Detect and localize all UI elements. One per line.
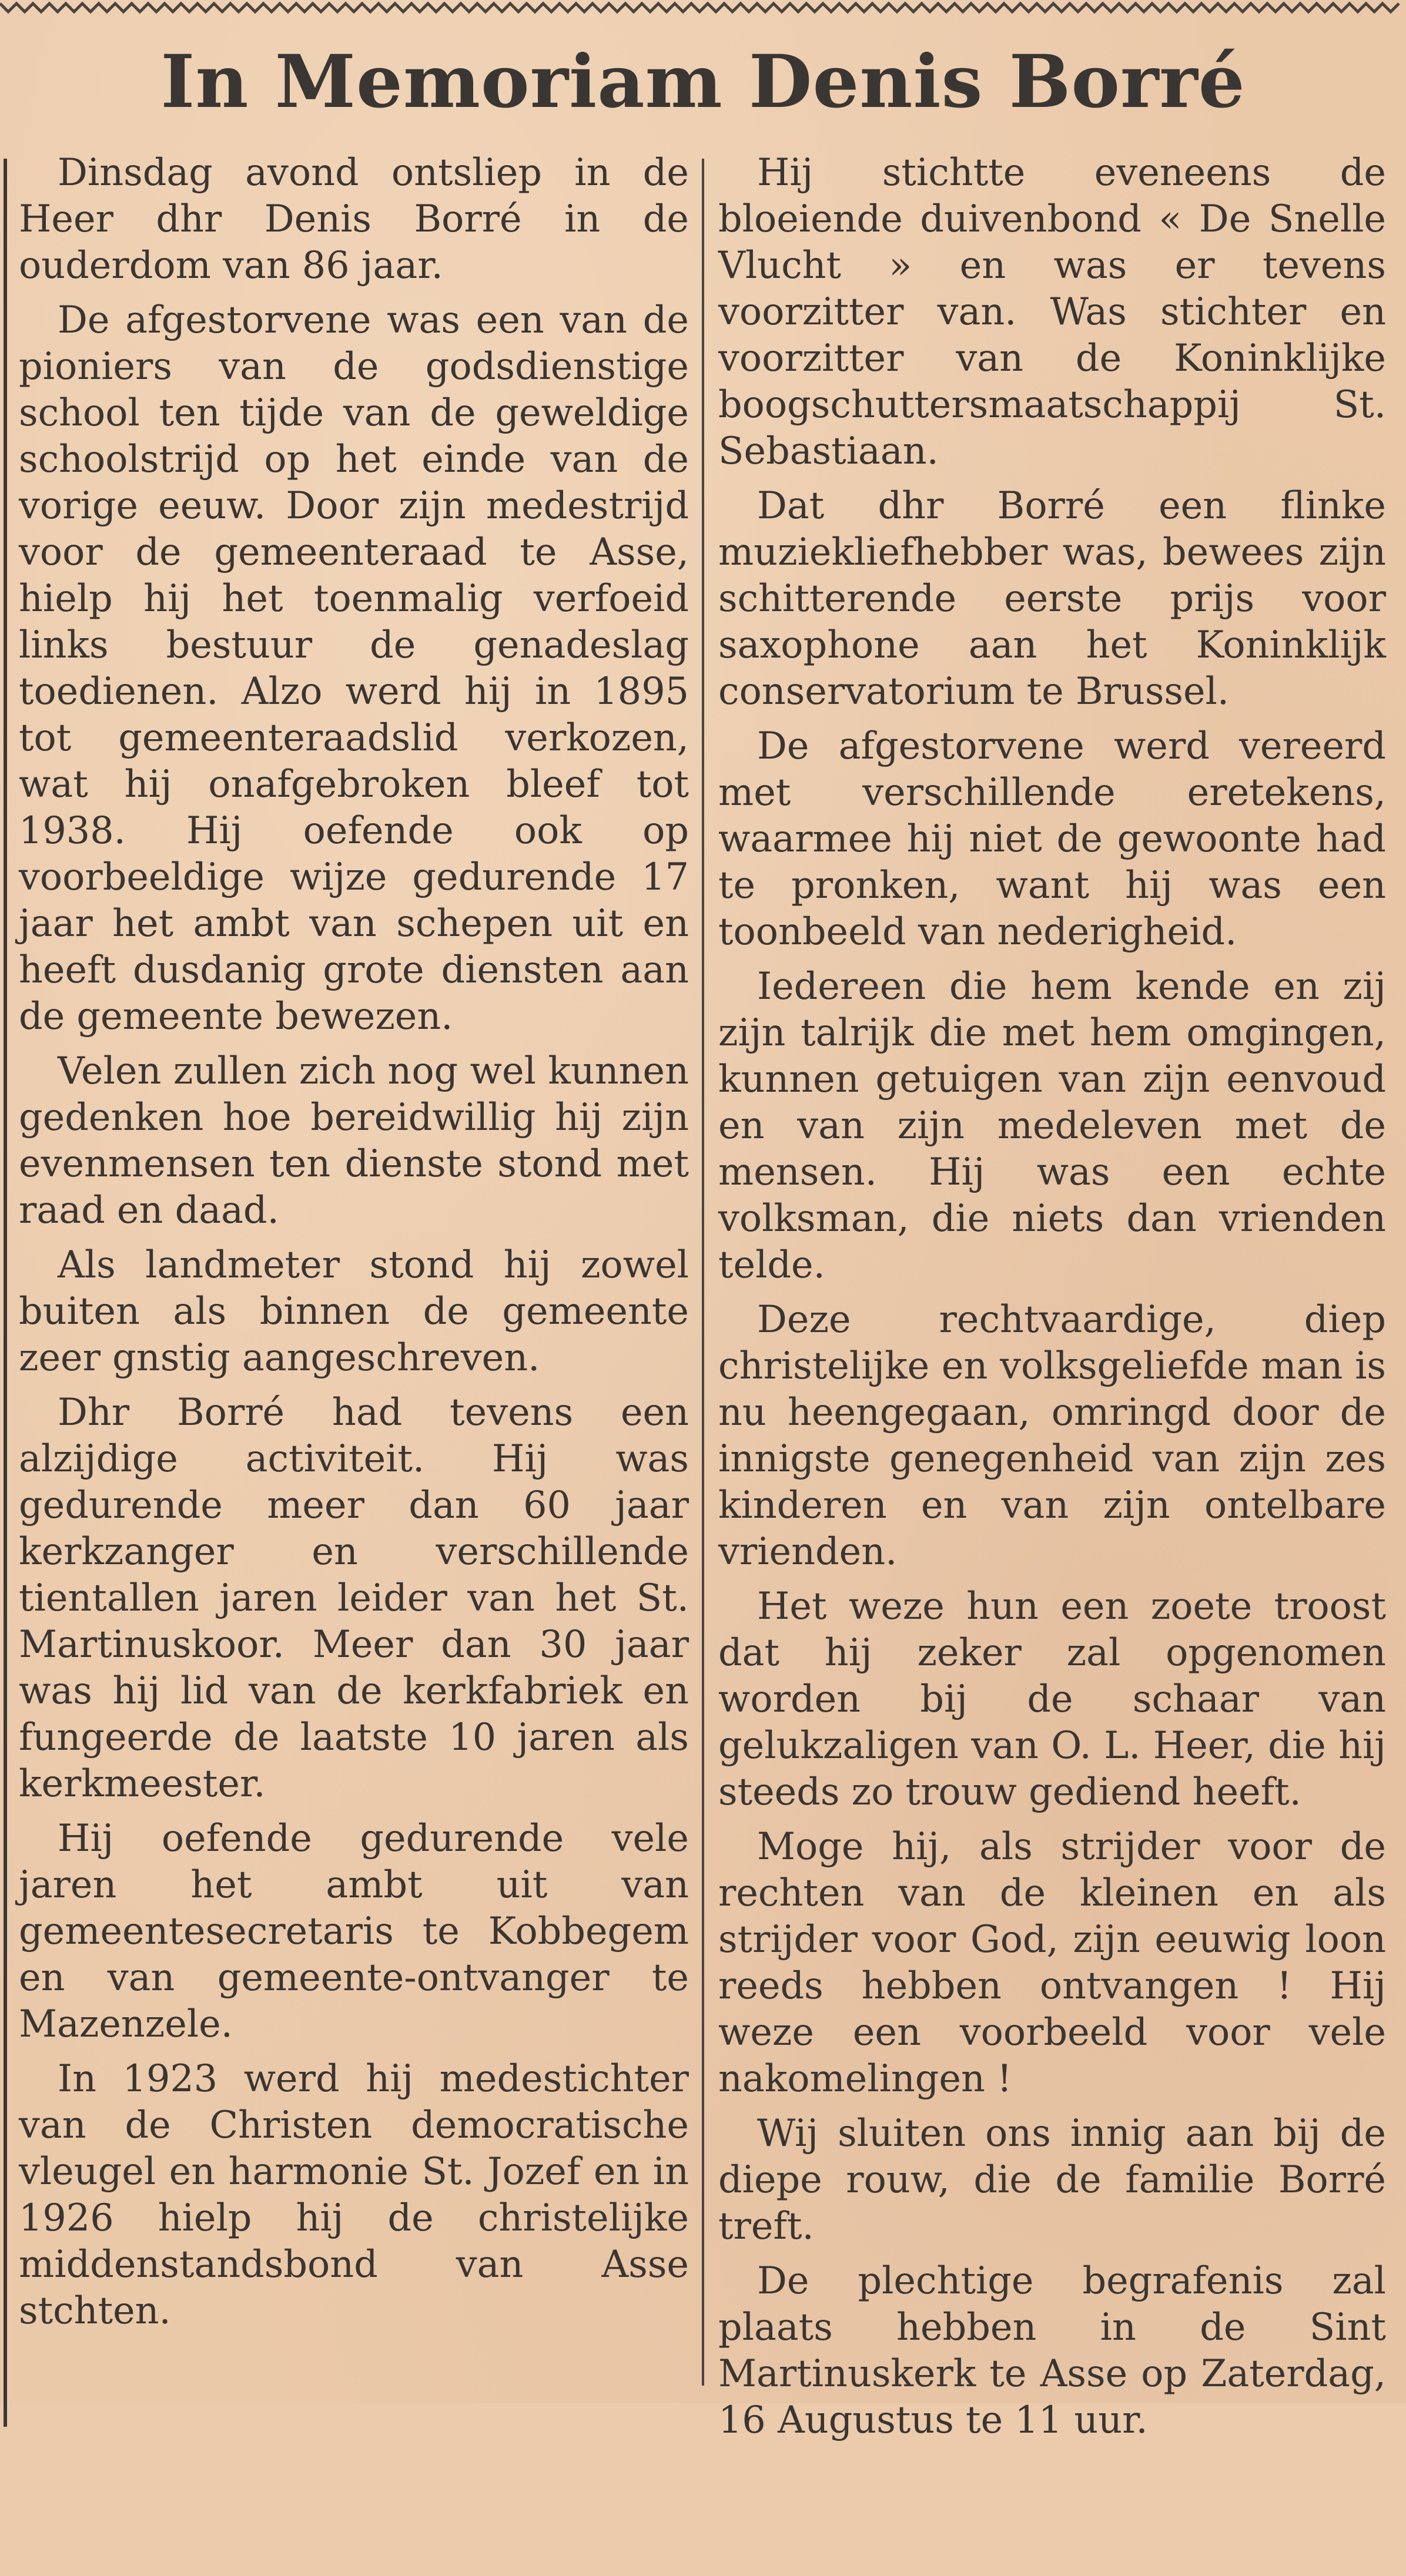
paragraph: Moge hij, als strijder voor de rechten van de kleinen en als strijder voor God, zijn eeuwig loon reeds hebben ontvangen ! Hij weze een voorbeeld voor vele nakomelingen ! [718, 1824, 1386, 2100]
paragraph: Velen zullen zich nog wel kunnen gedenken hoe bereidwillig hij zijn evenmensen ten dienste stond met raad en daad. [19, 1049, 689, 1232]
paragraph: De plechtige begrafenis zal plaats hebben in de Sint Martinuskerk te Asse op Zaterdag, 16 Augustus te 11 uur. [718, 2259, 1386, 2441]
paragraph: In 1923 werd hij medestichter van de Christen democratische vleugel en harmonie St. Jozef en in 1926 hielp hij de christelijke middenstandsbond van Asse stchten. [19, 2057, 689, 2332]
paragraph: Dhr Borré had tevens een alzijdige activiteit. Hij was gedurende meer dan 60 jaar kerkzanger en verschillende tientallen jaren leider van het St. Martinuskoor. Meer dan 30 jaar was hij lid van de kerkfabriek en fungeerde de laatste 10 jaren als kerkmeester. [19, 1390, 689, 1805]
paragraph: Als landmeter stond hij zowel buiten als binnen de gemeente zeer gnstig aangeschreven. [19, 1243, 689, 1379]
decorative-border [0, 0, 1406, 15]
paragraph: Hij oefende gedurende vele jaren het ambt uit van gemeentesecretaris te Kobbegem en van gemeente-ontvanger te Mazenzele. [19, 1816, 689, 2045]
column-divider [702, 159, 704, 2386]
paragraph: Dat dhr Borré een flinke muziekliefhebber was, bewees zijn schitterende eerste prijs voor saxophone aan het Koninklijk conservatorium te Brussel. [718, 484, 1386, 713]
article-right-column [718, 149, 1386, 2451]
paragraph: Wij sluiten ons innig aan bij de diepe rouw, die de familie Borré treft. [718, 2111, 1386, 2248]
paragraph: Het weze hun een zoete troost dat hij zeker zal opgenomen worden bij de schaar van gelukzaligen van O. L. Heer, die hij steeds zo trouw gediend heeft. [718, 1584, 1386, 1813]
paragraph: De afgestorvene werd vereerd met verschillende eretekens, waarmee hij niet de gewoonte had te pronken, want hij was een toonbeeld van nederigheid. [718, 724, 1386, 953]
article-left-column [19, 149, 689, 2342]
paragraph: De afgestorvene was een van de pioniers van de godsdienstige school ten tijde van de geweldige schoolstrijd op het einde van de vorige eeuw. Door zijn medestrijd voor de gemeenteraad te Asse, hielp hij het toenmalig verfoeid links bestuur de genadeslag toedienen. Alzo werd hij in 1895 tot gemeenteraadslid verkozen, wat hij onafgebroken bleef tot 1938. Hij oefende ook op voorbeeldige wijze gedurende 17 jaar het ambt van schepen uit en heeft dusdanig grote diensten aan de gemeente bewezen. [19, 298, 689, 1038]
left-border-rule [4, 159, 7, 2427]
paragraph: Hij stichtte eveneens de bloeiende duivenbond « De Snelle Vlucht » en was er tevens voorzitter van. Was stichter en voorzitter van de Koninklijke boogschuttersmaatschappij St. Sebastiaan. [718, 150, 1386, 472]
article-title: In Memoriam Denis Borré [160, 39, 1246, 125]
paragraph: Dinsdag avond ontsliep in de Heer dhr Denis Borré in de ouderdom van 86 jaar. [19, 150, 689, 287]
paragraph: Iedereen die hem kende en zij zijn talrijk die met hem omgingen, kunnen getuigen van zijn eenvoud en van zijn medeleven met de mensen. Hij was een echte volksman, die niets dan vrienden telde. [718, 964, 1386, 1286]
paragraph: Deze rechtvaardige, diep christelijke en volksgeliefde man is nu heengegaan, omringd door de innigste genegenheid van zijn zes kinderen en van zijn ontelbare vrienden. [718, 1297, 1386, 1573]
